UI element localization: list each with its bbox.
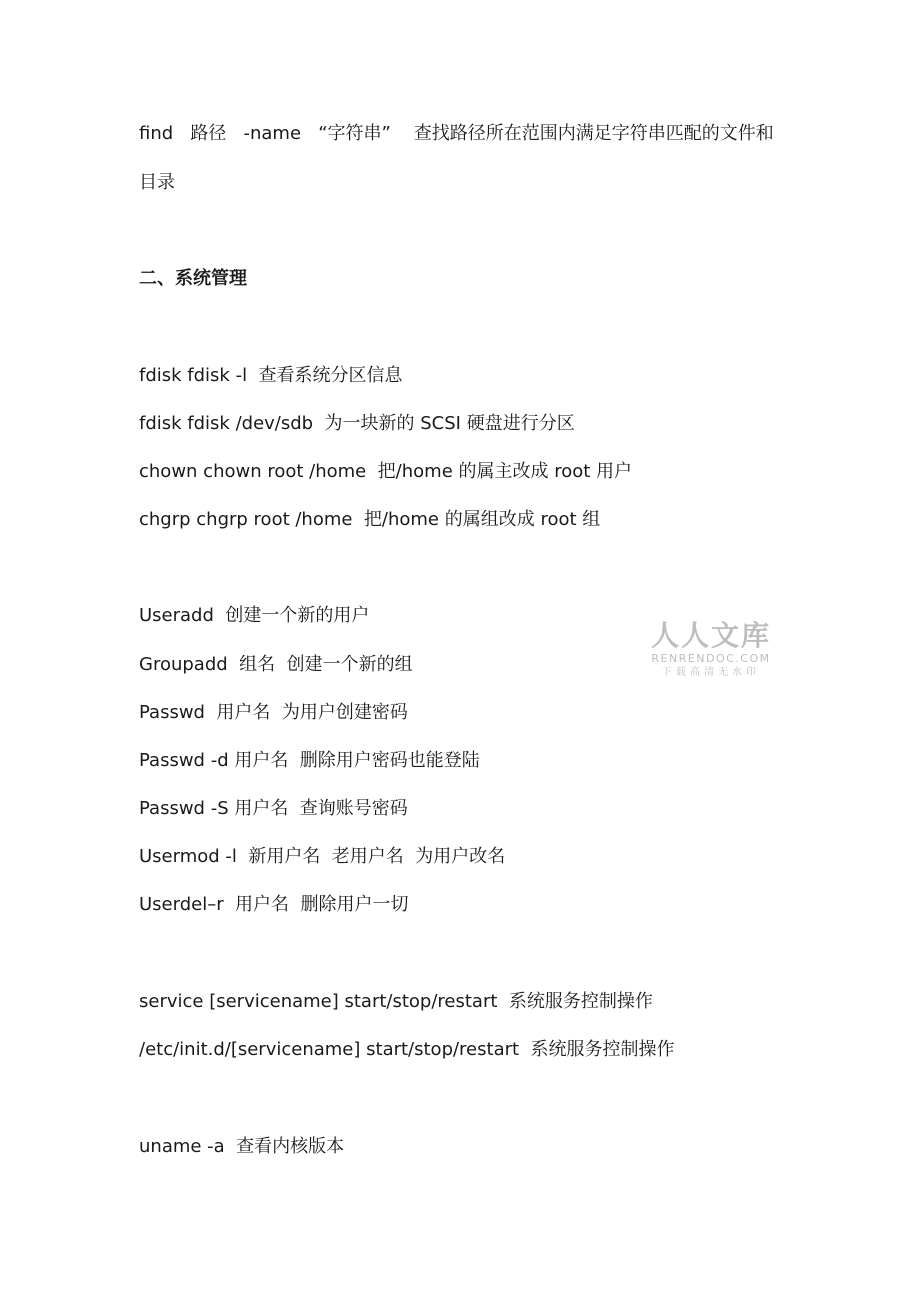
watermark-logo xyxy=(646,620,776,680)
watermark-title: 人人文库 xyxy=(650,619,771,652)
text-line-passwd-d: Passwd -d 用户名 删除用户密码也能登陆 xyxy=(139,750,480,771)
text-line-useradd: Useradd 创建一个新的用户 xyxy=(139,605,370,626)
text-line-passwd-s: Passwd -S 用户名 查询账号密码 xyxy=(139,798,408,819)
watermark-site: RENRENDOC.COM xyxy=(651,652,771,665)
text-line-find-cont: 目录 xyxy=(139,172,175,193)
text-line-find: find 路径 -name “字符串” 查找路径所在范围内满足字符串匹配的文件和 xyxy=(139,123,774,144)
section-heading: 二、系统管理 xyxy=(139,268,247,289)
text-line-fdisk-sdb: fdisk fdisk /dev/sdb 为一块新的 SCSI 硬盘进行分区 xyxy=(139,413,575,434)
text-line-userdel: Userdel–r 用户名 删除用户一切 xyxy=(139,894,409,915)
text-line-groupadd: Groupadd 组名 创建一个新的组 xyxy=(139,654,413,675)
text-line-usermod: Usermod -l 新用户名 老用户名 为用户改名 xyxy=(139,846,506,867)
text-line-passwd: Passwd 用户名 为用户创建密码 xyxy=(139,702,408,723)
text-line-chown: chown chown root /home 把/home 的属主改成 root 用户 xyxy=(139,461,633,482)
watermark-tagline: 下载高清无水印 xyxy=(662,667,760,678)
text-line-service: service [servicename] start/stop/restart 系统服务控制操作 xyxy=(139,991,653,1012)
text-line-uname: uname -a 查看内核版本 xyxy=(139,1136,345,1157)
text-line-initd: /etc/init.d/[servicename] start/stop/restart 系统服务控制操作 xyxy=(139,1039,675,1060)
text-line-chgrp: chgrp chgrp root /home 把/home 的属组改成 root 组 xyxy=(139,509,601,530)
text-line-fdisk-l: fdisk fdisk -l 查看系统分区信息 xyxy=(139,365,403,386)
